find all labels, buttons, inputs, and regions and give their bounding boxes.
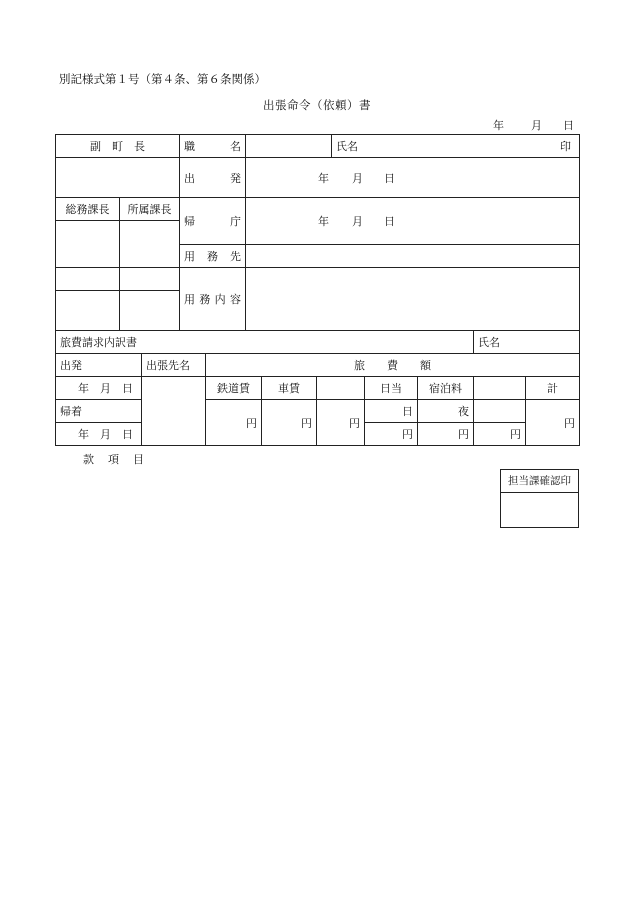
- return-date[interactable]: [246, 198, 580, 245]
- lodging-nights[interactable]: 夜: [418, 400, 474, 423]
- date-day: 日: [563, 119, 574, 132]
- col-lodging: 宿泊料: [418, 377, 474, 400]
- rail-amount[interactable]: 円: [206, 400, 262, 446]
- extra-seal-box-4[interactable]: [120, 291, 180, 331]
- position-value[interactable]: [246, 135, 332, 158]
- departure-month: 月: [352, 171, 363, 185]
- departure-day: 日: [384, 171, 395, 185]
- expense-arrival-date[interactable]: [56, 423, 142, 446]
- expense-title: 旅費請求内訳書: [56, 331, 474, 354]
- allowance-days[interactable]: 日: [365, 400, 418, 423]
- errand-content-label: 用務内容: [180, 268, 246, 331]
- dept-chief-seal-box[interactable]: [120, 221, 180, 268]
- col-car: 車賃: [262, 377, 317, 400]
- form-reference: 別記様式第１号（第４条、第６条関係）: [59, 72, 266, 86]
- budget-classification: [83, 451, 158, 467]
- page-title: 出張命令（依頼）書: [263, 98, 371, 112]
- position-label: 職 名: [180, 135, 246, 158]
- expense-table: [55, 330, 580, 446]
- col-total: 計: [526, 377, 580, 400]
- extra-seal-box-1[interactable]: [56, 268, 120, 291]
- name-label: 氏名: [336, 140, 358, 153]
- confirmation-stamp-box[interactable]: [500, 469, 579, 528]
- expense-departure-date[interactable]: [56, 377, 142, 400]
- date-year: 年: [493, 119, 504, 132]
- lodging-amount[interactable]: 円: [418, 423, 474, 446]
- return-month: 月: [352, 215, 363, 228]
- blank-amount-2[interactable]: 円: [474, 423, 526, 446]
- date-month: 月: [531, 119, 542, 132]
- expense-departure-label: 出発: [56, 354, 142, 377]
- document-date: [493, 117, 574, 133]
- dep-day: 日: [122, 382, 133, 395]
- return-year: 年: [318, 215, 329, 228]
- dept-chief-label: 所属課長: [120, 198, 180, 221]
- seal-mark: 印: [560, 140, 571, 153]
- extra-seal-box-3[interactable]: [56, 291, 120, 331]
- order-form-table: [55, 134, 580, 331]
- stamp-label: 担当課確認印: [501, 470, 578, 493]
- arr-month: 月: [100, 428, 111, 441]
- arr-day: 日: [122, 428, 133, 441]
- errand-destination-label: 用 務 先: [180, 245, 246, 268]
- blank-amount-1[interactable]: 円: [317, 400, 365, 446]
- errand-content-value[interactable]: [246, 268, 580, 331]
- departure-year: 年: [318, 171, 329, 185]
- expense-arrival-label: 帰着: [56, 400, 142, 423]
- car-amount[interactable]: 円: [262, 400, 317, 446]
- return-day: 日: [384, 215, 395, 228]
- budget-item-kou: 項: [108, 453, 119, 466]
- blank-count-2[interactable]: [474, 400, 526, 423]
- col-blank-1: [317, 377, 365, 400]
- departure-date[interactable]: [246, 158, 580, 198]
- arr-year: 年: [78, 428, 89, 441]
- general-affairs-chief-label: 総務課長: [56, 198, 120, 221]
- budget-item-moku: 目: [133, 453, 144, 466]
- return-label: 帰 庁: [180, 198, 246, 245]
- expense-name-label: 氏名: [474, 331, 580, 354]
- destination-label: 出張先名: [142, 354, 206, 377]
- extra-seal-box-2[interactable]: [120, 268, 180, 291]
- deputy-mayor-label: 副 町 長: [56, 135, 180, 158]
- col-rail: 鉄道賃: [206, 377, 262, 400]
- deputy-mayor-seal-box[interactable]: [56, 158, 180, 198]
- travel-cost-label: 旅 費 額: [206, 354, 580, 377]
- errand-destination-value[interactable]: [246, 245, 580, 268]
- col-blank-2: [474, 377, 526, 400]
- destination-value[interactable]: [142, 377, 206, 446]
- col-daily-allowance: 日当: [365, 377, 418, 400]
- name-cell[interactable]: [332, 135, 580, 158]
- dep-year: 年: [78, 382, 89, 395]
- dep-month: 月: [100, 382, 111, 395]
- allowance-amount[interactable]: 円: [365, 423, 418, 446]
- total-amount[interactable]: 円: [526, 400, 580, 446]
- general-affairs-seal-box[interactable]: [56, 221, 120, 268]
- budget-item-kan: 款: [83, 453, 94, 466]
- departure-label: 出 発: [180, 158, 246, 198]
